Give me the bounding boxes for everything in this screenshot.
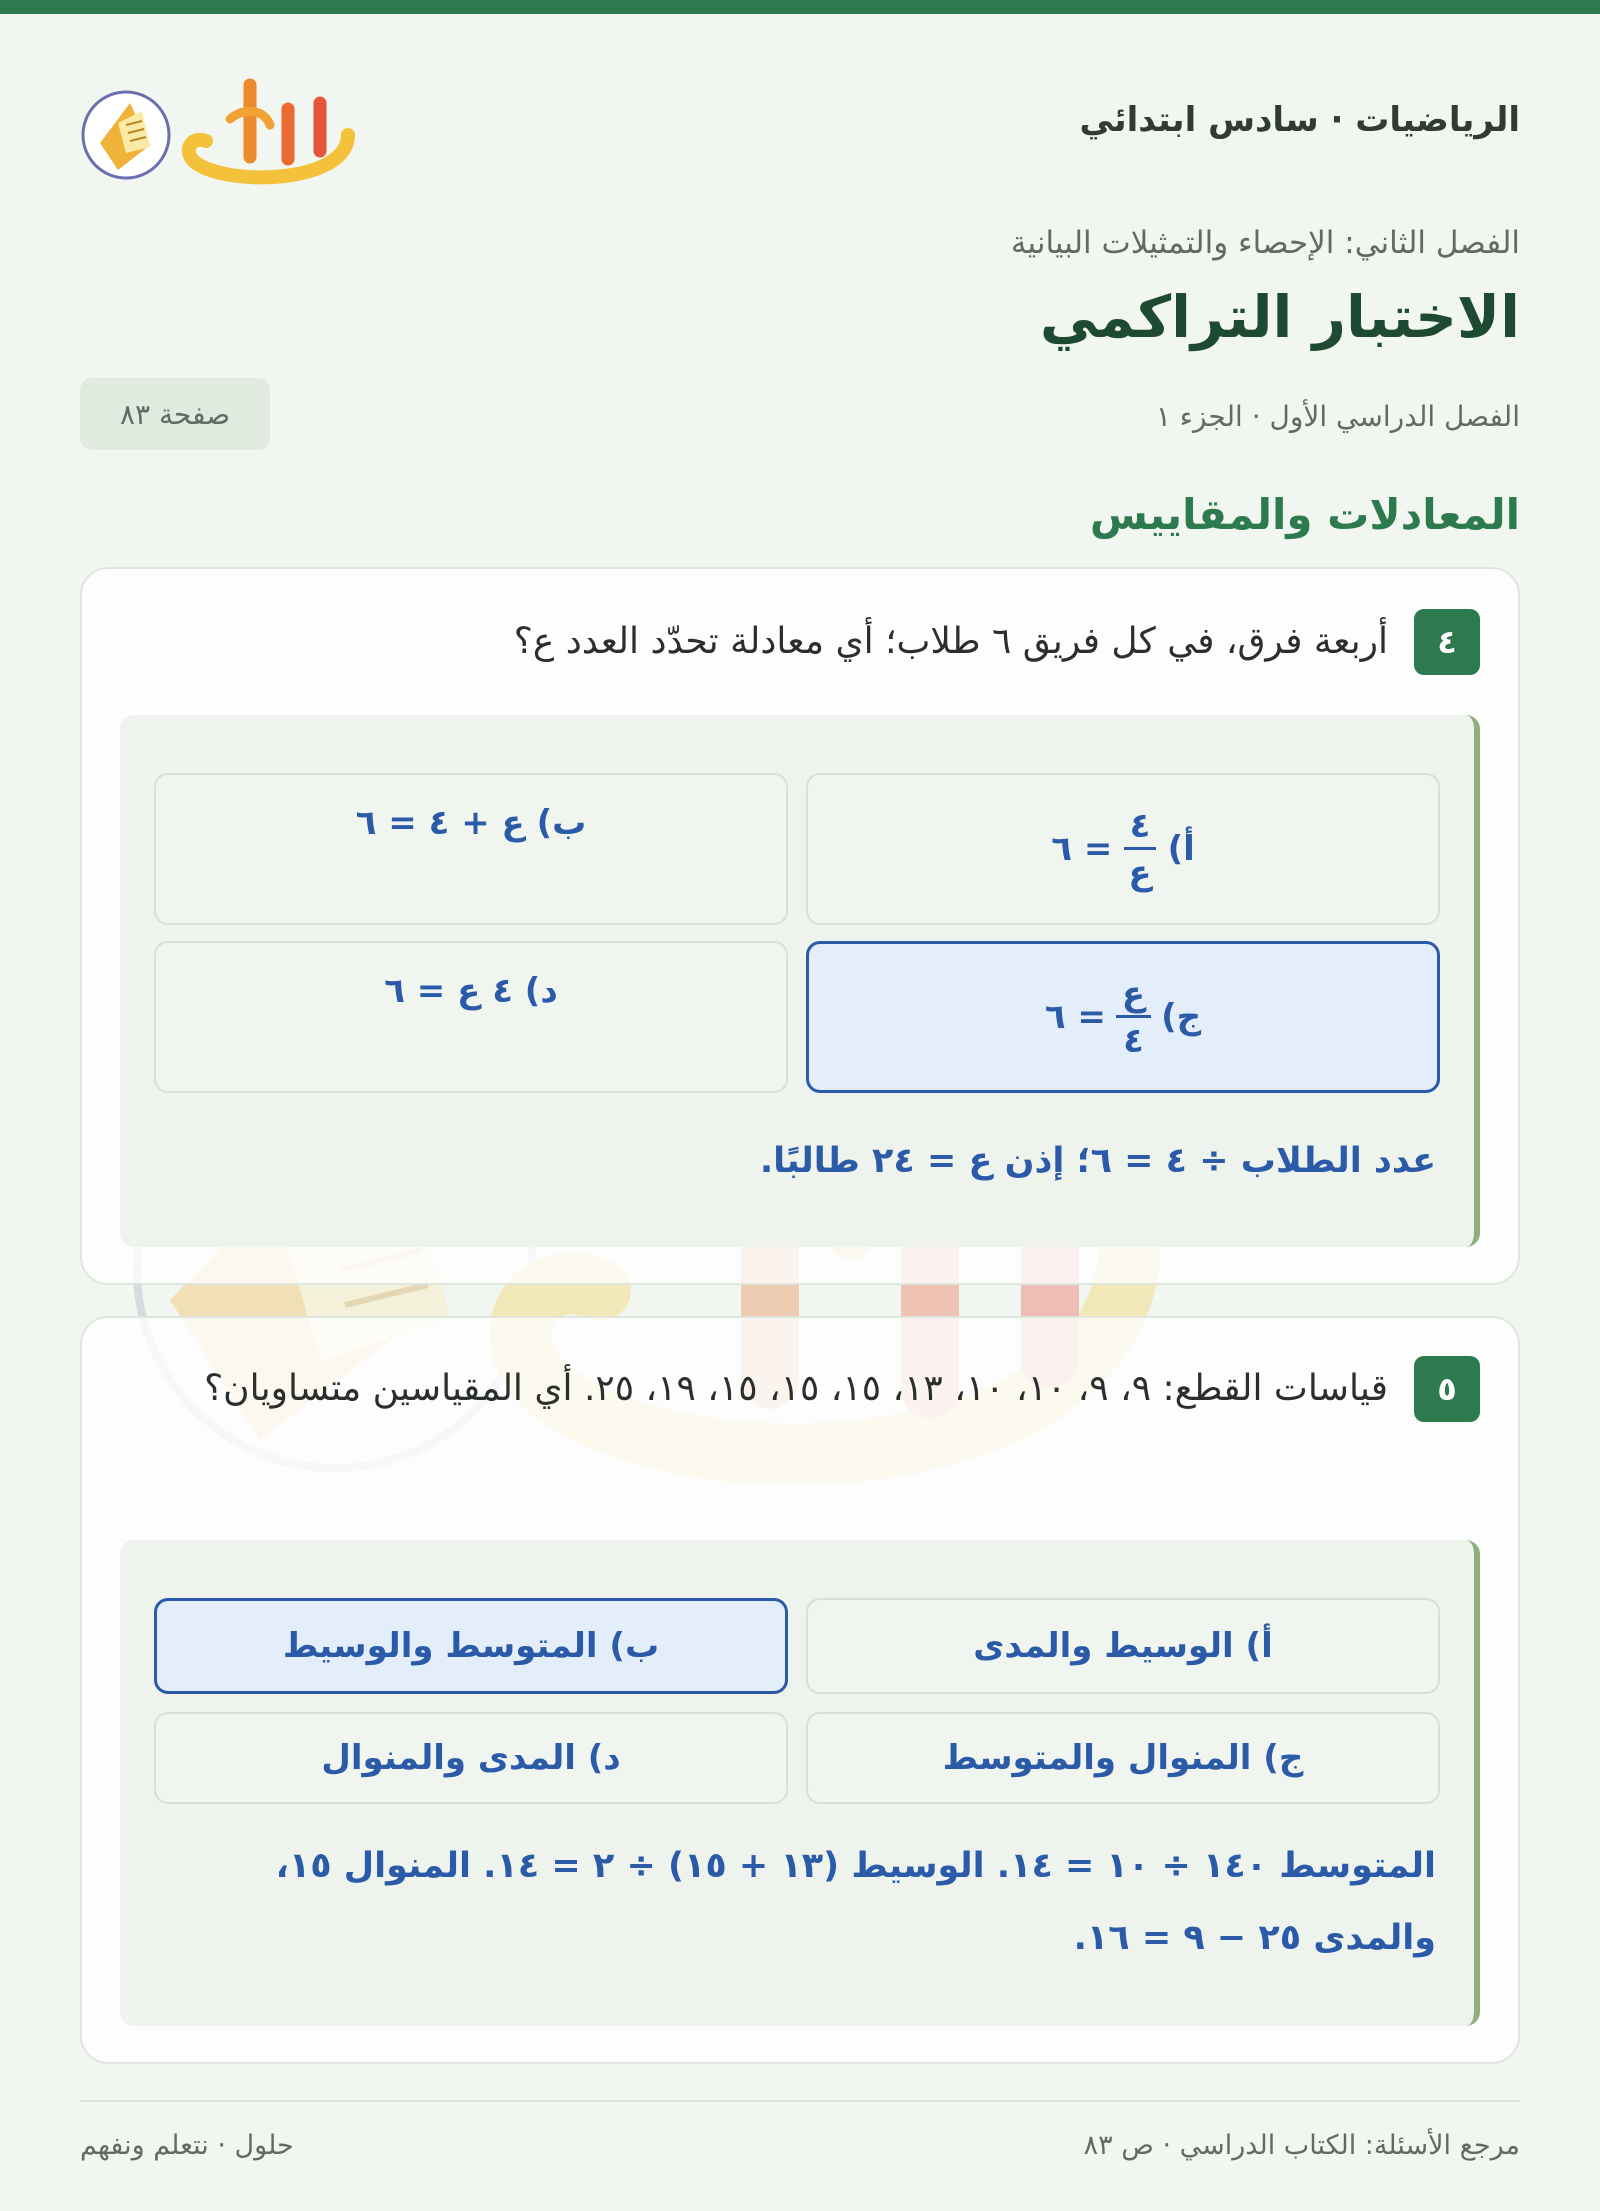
question-card-5	[80, 1316, 1520, 2064]
top-accent-bar	[0, 0, 1600, 14]
brand-title: الرياضيات · سادس ابتدائي	[1079, 100, 1520, 140]
option-d[interactable]	[154, 1712, 788, 1804]
question-number-badge: ٤	[1414, 609, 1480, 675]
option-text: أ) الوسيط والمدى	[973, 1626, 1273, 1666]
option-a[interactable]	[806, 773, 1440, 925]
option-a[interactable]	[806, 1598, 1440, 1694]
page-header	[80, 60, 1520, 180]
chapter-subtitle: الفصل الثاني: الإحصاء والتمثيلات البيانية	[1010, 225, 1520, 261]
answer-explanation: المتوسط ١٤٠ ÷ ١٠ = ١٤. الوسيط (١٣ + ١٥) ÷ ٢ = ١٤. المنوال ١٥، والمدى ٢٥ − ٩ = ١٦.	[275, 1846, 1436, 1958]
option-b-selected[interactable]	[154, 1598, 788, 1694]
option-text: ب) ع + ٤ = ٦	[355, 803, 587, 843]
page-title: الاختبار التراكمي	[1039, 283, 1520, 351]
option-label: أ)	[1167, 829, 1195, 869]
option-label: ج)	[1161, 997, 1202, 1037]
hulul-logo	[80, 65, 360, 185]
fraction-numerator: ع	[1116, 977, 1151, 1018]
answer-explanation: عدد الطلاب ÷ ٤ = ٦؛ إذن ع = ٢٤ طالبًا.	[759, 1141, 1436, 1181]
fraction	[1122, 805, 1157, 893]
option-c[interactable]	[806, 1712, 1440, 1804]
option-c-selected[interactable]	[806, 941, 1440, 1093]
option-text: د) ٤ ع = ٦	[384, 971, 558, 1011]
option-text: د) المدى والمنوال	[321, 1738, 621, 1778]
option-d[interactable]	[154, 941, 788, 1093]
footer-reference: مرجع الأسئلة: الكتاب الدراسي · ص ٨٣	[1083, 2130, 1520, 2161]
options-panel	[120, 1540, 1480, 2026]
fraction	[1116, 973, 1151, 1061]
option-b[interactable]	[154, 773, 788, 925]
question-card-4	[80, 567, 1520, 1285]
fraction-numerator: ٤	[1124, 809, 1157, 850]
options-panel	[120, 715, 1480, 1247]
footer-tagline: حلول · نتعلم ونفهم	[80, 2130, 294, 2161]
semester-label: الفصل الدراسي الأول · الجزء ١	[1155, 400, 1520, 433]
question-number-badge: ٥	[1414, 1356, 1480, 1422]
footer-divider	[80, 2100, 1520, 2102]
question-text: أربعة فرق، في كل فريق ٦ طلاب؛ أي معادلة تحدّد العدد ع؟	[513, 621, 1388, 662]
section-title: المعادلات والمقاييس	[1089, 490, 1520, 539]
option-text: ب) المتوسط والوسيط	[282, 1626, 660, 1666]
question-text: قياسات القطع: ٩، ٩، ١٠، ١٠، ١٣، ١٥، ١٥، ١٥، ١٩، ٢٥. أي المقياسين متساويان؟	[204, 1368, 1388, 1409]
fraction-denominator: ع	[1128, 852, 1152, 893]
option-text: ج) المنوال والمتوسط	[942, 1738, 1304, 1778]
fraction-denominator: ٤	[1123, 1020, 1144, 1061]
option-rest: = ٦	[1044, 997, 1106, 1037]
page-number-badge: صفحة ٨٣	[80, 378, 270, 450]
option-rest: = ٦	[1051, 829, 1113, 869]
